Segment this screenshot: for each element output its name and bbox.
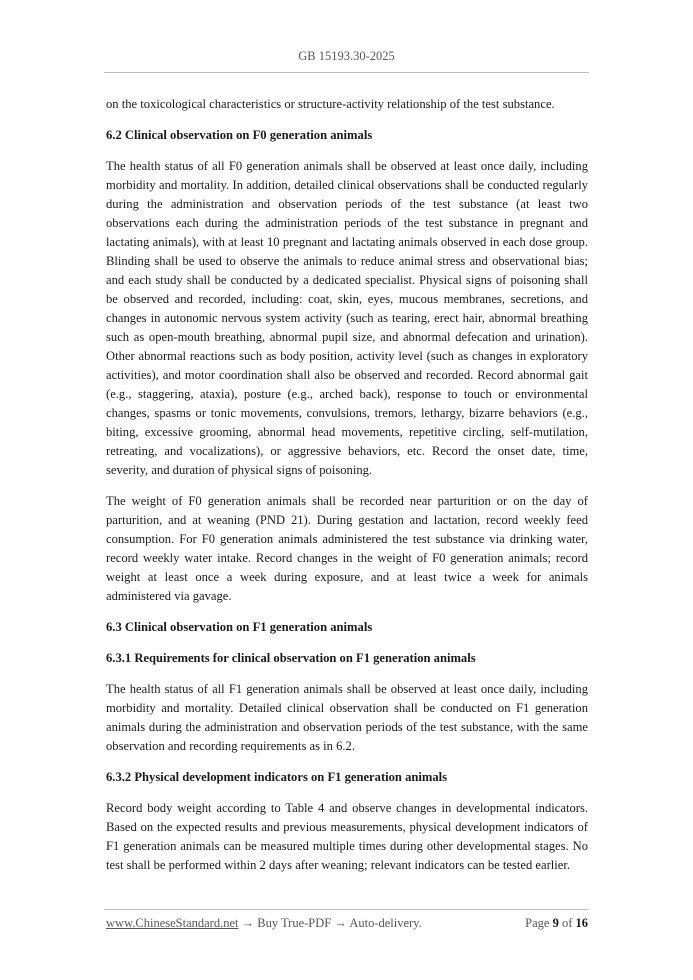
paragraph-f0-weight: The weight of F0 generation animals shall be recorded near parturition or on the day of parturition, and at weaning (PND 21). During gestation and lactation, record weekly feed consumption. For F0 generation animals administered the test substance via drinking water, record weekly water intake. Record changes in the weight of F0 generation animals; record weight at least once a week during exposure, and at least twice a week for animals administered via gavage. xyxy=(106,494,588,603)
header-divider xyxy=(104,72,589,73)
auto-delivery-text: Auto-delivery. xyxy=(349,916,422,930)
heading-6-2: 6.2 Clinical observation on F0 generation animals xyxy=(106,128,373,142)
of-word: of xyxy=(561,916,573,930)
paragraph-f1-development: Record body weight according to Table 4 and observe changes in developmental indicators. Based on the expected results and previous measurements, physical development indicators of F1 generation animals can be measured multiple times during other developmental stages. No test shall be performed within 2 days after weaning; relevant indicators can be tested earlier. xyxy=(106,801,588,872)
paragraph-f1-health: The health status of all F1 generation animals shall be observed at least once daily, including morbidity and mortality. Detailed clinical observation shall be conducted on F1 generation animals during the administration and observation periods of the test substance, with the same observation and recording requirements as in 6.2. xyxy=(106,682,588,753)
page-number: 9 xyxy=(552,916,559,930)
footer-links xyxy=(106,916,422,931)
header-doc-id: GB 15193.30-2025 xyxy=(298,49,395,63)
paragraph-continuation: on the toxicological characteristics or structure-activity relationship of the test substance. xyxy=(106,97,555,111)
site-link[interactable]: www.ChineseStandard.net xyxy=(106,916,239,930)
arrow-right-icon: → xyxy=(241,916,255,930)
buy-pdf-link[interactable]: Buy True-PDF xyxy=(257,916,332,930)
page-indicator xyxy=(525,916,588,931)
heading-6-3-1: 6.3.1 Requirements for clinical observation on F1 generation animals xyxy=(106,651,476,665)
page-content xyxy=(106,95,588,887)
arrow-right-icon: → xyxy=(334,916,347,930)
footer-divider xyxy=(104,909,589,910)
heading-6-3-2: 6.3.2 Physical development indicators on F1 generation animals xyxy=(106,770,448,784)
page-word: Page xyxy=(525,916,550,930)
page-total: 16 xyxy=(575,916,588,930)
paragraph-f0-health: The health status of all F0 generation animals shall be observed at least once daily, including morbidity and mortality. In addition, detailed clinical observations shall be conducted regularly during the administration and observation periods of the test substance (at least two observations each during the administration periods of the test substance in pregnant and lactating animals), with at least 10 pregnant and lactating animals observed in each dose group. Blinding shall be used to observe the animals to reduce animal stress and observational bias; and each study shall be conducted by a dedicated specialist. Physical signs of poisoning shall be observed and recorded, including: coat, skin, eyes, mucous membranes, secretions, and changes in autonomic nervous system activity (such as tearing, erect hair, abnormal breathing such as open-mouth breathing, abnormal pupil size, and abnormal defecation and urination). Other abnormal reactions such as body position, activity level (such as changes in exploratory activities), and motor coordination shall also be observed and recorded. Record abnormal gait (e.g., staggering, ataxia), posture (e.g., arched back), response to touch or environmental changes, spasms or tonic movements, convulsions, tremors, lethargy, bizarre behaviors (e.g., biting, excessive grooming, abnormal head movements, repetitive circling, self-mutilation, retreating, and vocalizations), or aggressive behaviors, etc. Record the onset date, time, severity, and duration of physical signs of poisoning. xyxy=(106,159,588,477)
heading-6-3: 6.3 Clinical observation on F1 generation animals xyxy=(106,620,373,634)
